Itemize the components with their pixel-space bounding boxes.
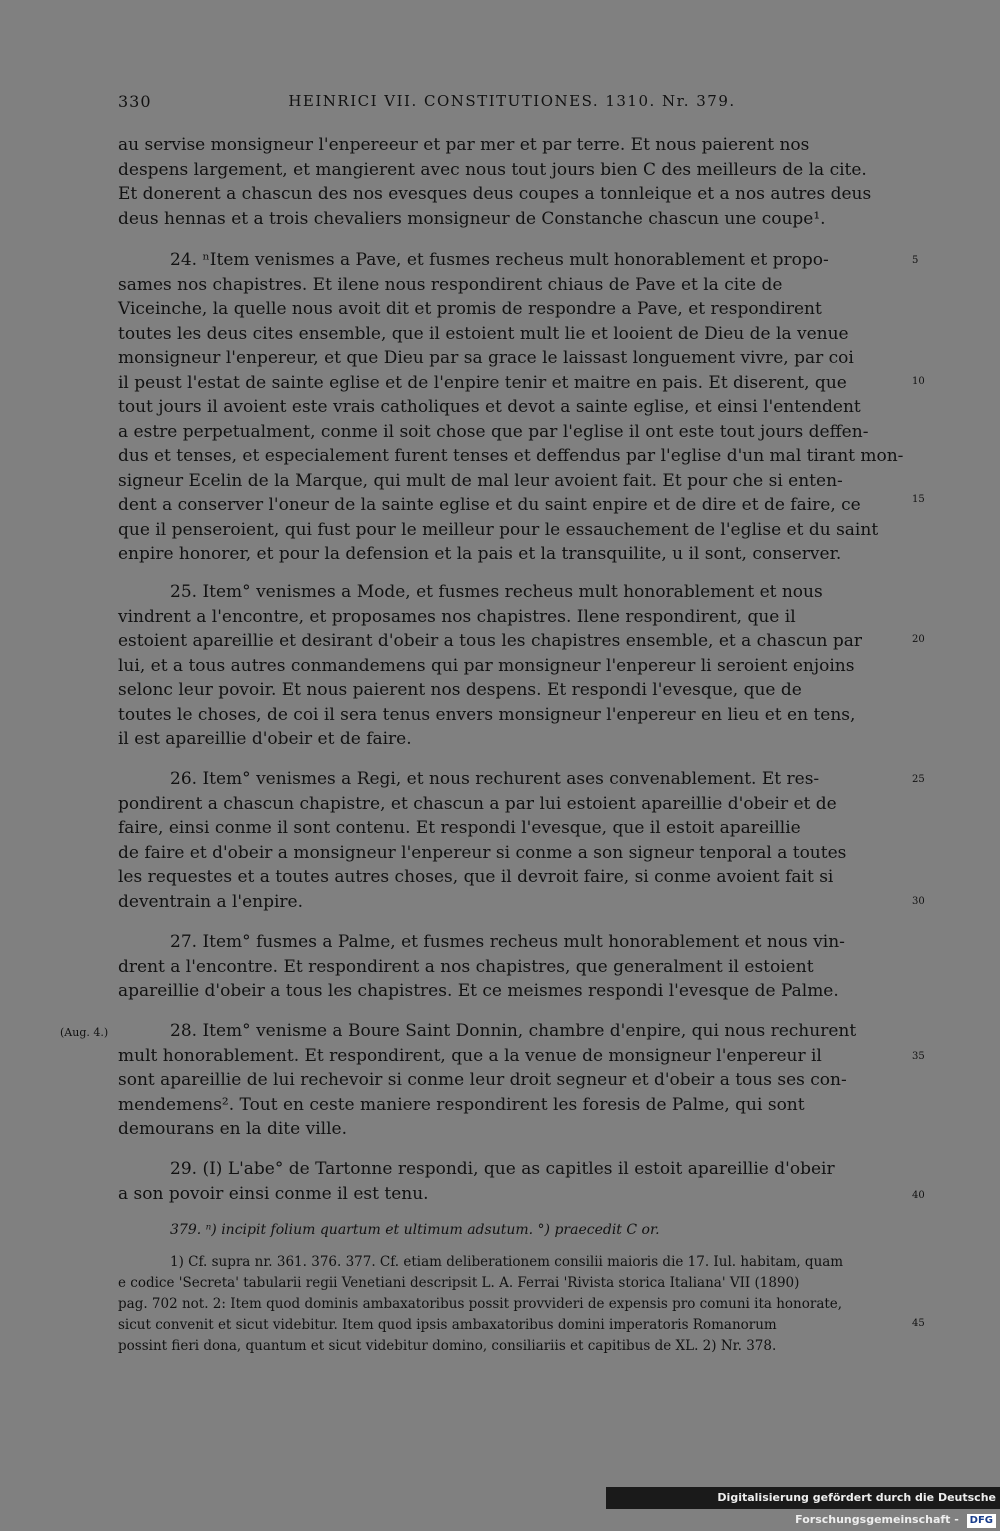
text-line: demourans en la dite ville. bbox=[118, 1119, 347, 1139]
footnote-line: pag. 702 not. 2: Item quod dominis ambaxatoribus possit provvideri de expensis pro comuni ita honorate, bbox=[118, 1296, 843, 1312]
footnotes bbox=[118, 1252, 906, 1357]
footnote-line: possint fieri dona, quantum et sicut videbitur domino, consiliariis et capitibus de XL. 2) Nr. 378. bbox=[118, 1338, 777, 1354]
text-line: toutes les deus cites ensemble, que il estoient mult lie et looient de Dieu de la venue bbox=[118, 323, 849, 344]
footnote-line: 1) Cf. supra nr. 361. 376. 377. Cf. etiam deliberationem consilii maioris die 17. Iul. habitam, quam bbox=[170, 1254, 844, 1270]
margin-date-note: (Aug. 4.) bbox=[60, 1026, 109, 1039]
line-number: 45 bbox=[912, 1318, 925, 1329]
paragraph-25 bbox=[118, 580, 906, 752]
text-line: 25. Item° venismes a Mode, et fusmes recheus mult honorablement et nous bbox=[170, 582, 823, 602]
text-line: les requestes et a toutes autres choses, que il devroit faire, si conme avoient fait si bbox=[118, 867, 834, 887]
text-line: a estre perpetualment, conme il soit chose que par l'eglise il ont este tout jours deffen- bbox=[118, 421, 869, 442]
line-number: 5 bbox=[912, 255, 919, 266]
text-line: enpire honorer, et pour la defension et la pais et la transquilite, u il sont, conserver. bbox=[118, 544, 842, 564]
text-line: toutes le choses, de coi il sera tenus envers monsigneur l'enpereur en lieu et en tens, bbox=[118, 704, 856, 725]
text-line: estoient apareillie et desirant d'obeir a tous les chapistres ensemble, et a chascun par bbox=[118, 631, 862, 651]
text-line: sames nos chapistres. Et ilene nous respondirent chiaus de Pave et la cite de bbox=[118, 274, 783, 295]
text-line: 26. Item° venismes a Regi, et nous rechurent ases convenablement. Et res- bbox=[170, 769, 820, 789]
text-line: de faire et d'obeir a monsigneur l'enpereur si conme a son signeur tenporal a toutes bbox=[118, 842, 847, 863]
text-line: lui, et a tous autres conmandemens qui par monsigneur l'enpereur li seroient enjoins bbox=[118, 655, 855, 676]
line-number: 40 bbox=[912, 1190, 925, 1201]
paragraph-26 bbox=[118, 767, 906, 914]
running-header bbox=[118, 92, 906, 120]
text-line: tout jours il avoient este vrais catholiques et devot a sainte eglise, et einsi l'entendent bbox=[118, 397, 861, 417]
text-line: dent a conserver l'oneur de la sainte eglise et du saint enpire et de dire et de faire, ce bbox=[118, 495, 861, 515]
paragraph-continuation bbox=[118, 133, 906, 231]
text-line: deus hennas et a trois chevaliers monsigneur de Constanche chascun une coupe¹. bbox=[118, 208, 826, 229]
footnote-line: e codice 'Secreta' tabularii regii Venetiani descripsit L. A. Ferrai 'Rivista storica Italiana' VII (1890) bbox=[118, 1275, 800, 1291]
text-line: faire, einsi conme il sont contenu. Et respondi l'evesque, que il estoit apareillie bbox=[118, 818, 801, 838]
text-line: il peust l'estat de sainte eglise et de l'enpire tenir et maitre en pais. Et diserent, que bbox=[118, 372, 847, 393]
running-title: HEINRICI VII. CONSTITUTIONES. 1310. Nr. 379. bbox=[288, 92, 736, 110]
text-line: despens largement, et mangierent avec nous tout jours bien C des meilleurs de la cite. bbox=[118, 159, 867, 180]
text-line: selonc leur povoir. Et nous paierent nos despens. Et respondi l'evesque, que de bbox=[118, 680, 802, 700]
textual-apparatus bbox=[118, 1220, 958, 1241]
paragraph-24 bbox=[118, 248, 906, 567]
text-line: sont apareillie de lui rechevoir si conme leur droit segneur et d'obeir a tous ses con- bbox=[118, 1070, 847, 1090]
text-line: 24. ⁿItem venismes a Pave, et fusmes recheus mult honorablement et propo- bbox=[170, 250, 829, 270]
paragraph-29 bbox=[118, 1157, 906, 1206]
text-line: apareillie d'obeir a tous les chapistres. Et ce meismes respondi l'evesque de Palme. bbox=[118, 981, 839, 1001]
text-line: mult honorablement. Et respondirent, que a la venue de monsigneur l'enpereur il bbox=[118, 1045, 822, 1066]
funding-footer bbox=[606, 1487, 1000, 1526]
line-number: 10 bbox=[912, 376, 925, 387]
text-line: a son povoir einsi conme il est tenu. bbox=[118, 1183, 429, 1204]
text-line: Et donerent a chascun des nos evesques deus coupes a tonnleique et a nos autres deus bbox=[118, 184, 872, 204]
text-line: dus et tenses, et especialement furent tenses et deffendus par l'eglise d'un mal tirant mon- bbox=[118, 446, 904, 466]
dfg-logo: DFG bbox=[967, 1514, 996, 1528]
text-line: il est apareillie d'obeir et de faire. bbox=[118, 729, 412, 749]
page-number: 330 bbox=[118, 92, 152, 111]
line-number: 25 bbox=[912, 774, 925, 785]
footnote-line: sicut convenit et sicut videbitur. Item quod ipsis ambaxatoribus domini imperatoris Romanorum bbox=[118, 1317, 777, 1333]
text-line: 27. Item° fusmes a Palme, et fusmes recheus mult honorablement et nous vin- bbox=[170, 932, 845, 952]
paragraph-27 bbox=[118, 930, 906, 1004]
line-number: 15 bbox=[912, 494, 925, 505]
text-line: Viceinche, la quelle nous avoit dit et promis de respondre a Pave, et respondirent bbox=[118, 299, 822, 319]
line-number: 30 bbox=[912, 896, 925, 907]
text-line: 29. (I) L'abe° de Tartonne respondi, que as capitles il estoit apareillie d'obeir bbox=[170, 1159, 835, 1179]
text-line: signeur Ecelin de la Marque, qui mult de mal leur avoient fait. Et pour che si enten- bbox=[118, 470, 843, 491]
text-line: monsigneur l'enpereur, et que Dieu par sa grace le laissast longuement vivre, par coi bbox=[118, 348, 854, 368]
line-number: 20 bbox=[912, 634, 925, 645]
funding-text: Digitalisierung gefördert durch die Deutsche Forschungsgemeinschaft - bbox=[717, 1491, 996, 1526]
text-line: 28. Item° venisme a Boure Saint Donnin, chambre d'enpire, qui nous rechurent bbox=[170, 1021, 857, 1041]
text-line: drent a l'encontre. Et respondirent a nos chapistres, que generalment il estoient bbox=[118, 956, 814, 977]
text-line: mendemens². Tout en ceste maniere respondirent les foresis de Palme, qui sont bbox=[118, 1094, 805, 1115]
text-line: au servise monsigneur l'enpereeur et par mer et par terre. Et nous paierent nos bbox=[118, 135, 810, 155]
apparatus-line: 379. ⁿ) incipit folium quartum et ultimum adsutum. °) praecedit C or. bbox=[170, 1222, 660, 1238]
text-line: pondirent a chascun chapistre, et chascun a par lui estoient apareillie d'obeir et de bbox=[118, 793, 837, 814]
line-number: 35 bbox=[912, 1051, 925, 1062]
text-line: que il penseroient, qui fust pour le meilleur pour le essauchement de l'eglise et du saint bbox=[118, 519, 879, 540]
paragraph-28 bbox=[118, 1019, 906, 1142]
text-line: deventrain a l'enpire. bbox=[118, 891, 304, 912]
text-line: vindrent a l'encontre, et proposames nos chapistres. Ilene respondirent, que il bbox=[118, 606, 796, 627]
